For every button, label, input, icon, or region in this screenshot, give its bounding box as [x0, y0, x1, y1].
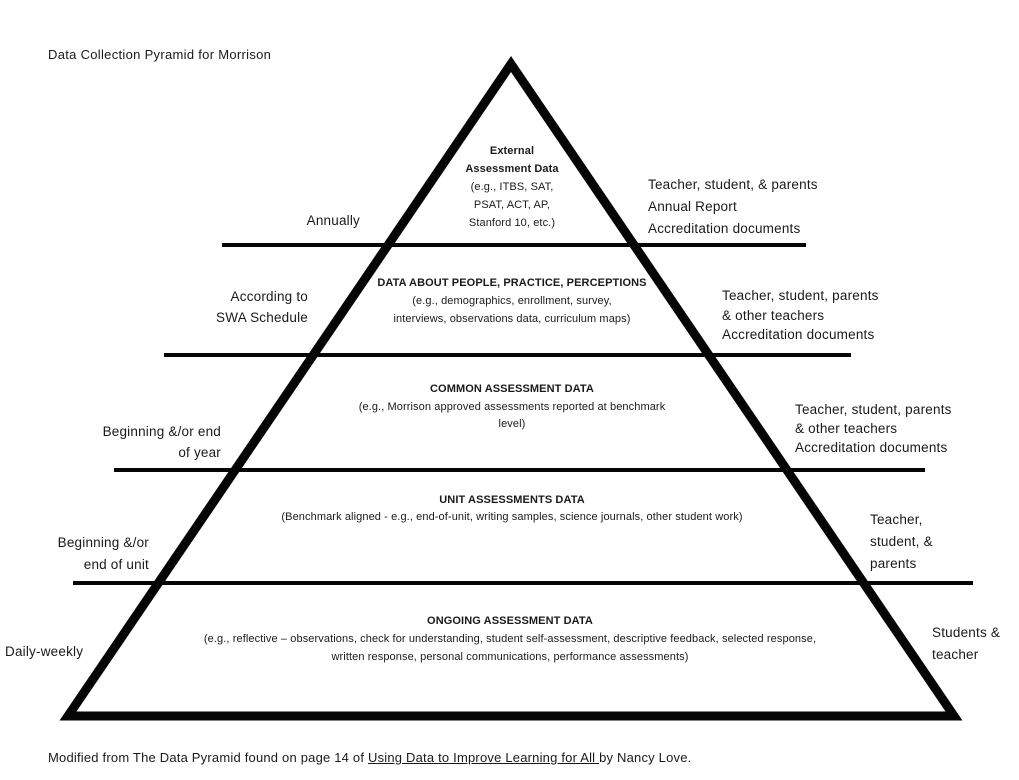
audience-line: student, &: [870, 534, 933, 549]
tier-heading-line: ONGOING ASSESSMENT DATA: [427, 615, 593, 627]
audience-line: Annual Report: [648, 199, 737, 214]
tier-detail-line: (e.g., Morrison approved assessments reported at benchmark: [358, 400, 666, 413]
audience-line: & other teachers: [795, 421, 898, 436]
tier-detail-line: (Benchmark aligned - e.g., end-of-unit, writing samples, science journals, other student work): [281, 510, 743, 523]
frequency-label-swa-schedule: [180, 286, 308, 328]
audience-label-ongoing-assessment: [932, 622, 1000, 665]
tier-common-assessment-label: [332, 381, 692, 434]
audience-line: Accreditation documents: [648, 221, 801, 236]
tier-heading-line: Assessment Data: [465, 163, 559, 175]
audience-line: & other teachers: [722, 307, 825, 323]
frequency-label-end-of-year: [80, 421, 221, 463]
tier-unit-assessments-label: [212, 492, 812, 525]
audience-label-common-assessment: [795, 400, 952, 457]
frequency-line: Beginning &/or end: [102, 424, 221, 439]
audience-line: Accreditation documents: [722, 327, 875, 342]
tier-detail-line: (e.g., ITBS, SAT,: [470, 181, 554, 193]
citation-book-title: Using Data to Improve Learning for All: [367, 750, 600, 765]
frequency-line: of year: [178, 445, 221, 460]
frequency-line: Beginning &/or: [57, 535, 149, 550]
frequency-label-annually: [250, 210, 360, 231]
audience-line: parents: [870, 556, 917, 571]
audience-label-unit-assessments: [870, 509, 933, 575]
tier-heading-line: COMMON ASSESSMENT DATA: [430, 383, 594, 395]
tier-detail-line: PSAT, ACT, AP,: [473, 199, 551, 211]
citation-text: [48, 750, 691, 765]
audience-line: Teacher, student, & parents: [648, 177, 818, 192]
frequency-label-daily-weekly: [5, 641, 115, 662]
audience-line: Teacher, student, parents: [795, 402, 952, 417]
frequency-label-end-of-unit: [30, 532, 149, 576]
citation-prefix: Modified from The Data Pyramid found on page 14 of: [48, 750, 368, 765]
audience-line: Students &: [932, 625, 1001, 640]
tier-detail-line: (e.g., demographics, enrollment, survey,: [412, 295, 612, 307]
tier-detail-line: (e.g., reflective – observations, check for understanding, student self-assessment, descriptive feedback, selected response,: [203, 633, 817, 645]
frequency-line: end of unit: [83, 557, 149, 572]
tier-heading-line: UNIT ASSESSMENTS DATA: [439, 494, 585, 506]
tier-detail-line: written response, personal communications, performance assessments): [331, 651, 689, 663]
audience-line: Teacher,: [870, 512, 923, 527]
tier-detail-line: level): [498, 418, 526, 430]
tier-people-practice-label: [347, 274, 677, 328]
audience-line: Teacher, student, parents: [722, 288, 879, 303]
frequency-line: Daily-weekly: [5, 644, 84, 659]
audience-line: Accreditation documents: [795, 440, 948, 455]
frequency-line: According to: [230, 289, 308, 304]
citation-suffix: by Nancy Love.: [599, 750, 692, 765]
tier-detail-line: interviews, observations data, curriculum maps): [393, 313, 631, 325]
tier-external-label: [412, 142, 612, 232]
diagram-title: Data Collection Pyramid for Morrison: [48, 47, 272, 62]
frequency-line: Annually: [306, 213, 360, 228]
tier-heading-line: External: [489, 145, 535, 157]
audience-label-external: [648, 174, 818, 240]
tier-detail-line: Stanford 10, etc.): [468, 217, 556, 229]
audience-line: teacher: [932, 646, 979, 662]
frequency-line: SWA Schedule: [216, 310, 308, 325]
tier-ongoing-assessment-label: [170, 612, 850, 666]
audience-label-people-practice: [722, 286, 879, 345]
tier-heading-line: DATA ABOUT PEOPLE, PRACTICE, PERCEPTIONS: [377, 277, 647, 289]
